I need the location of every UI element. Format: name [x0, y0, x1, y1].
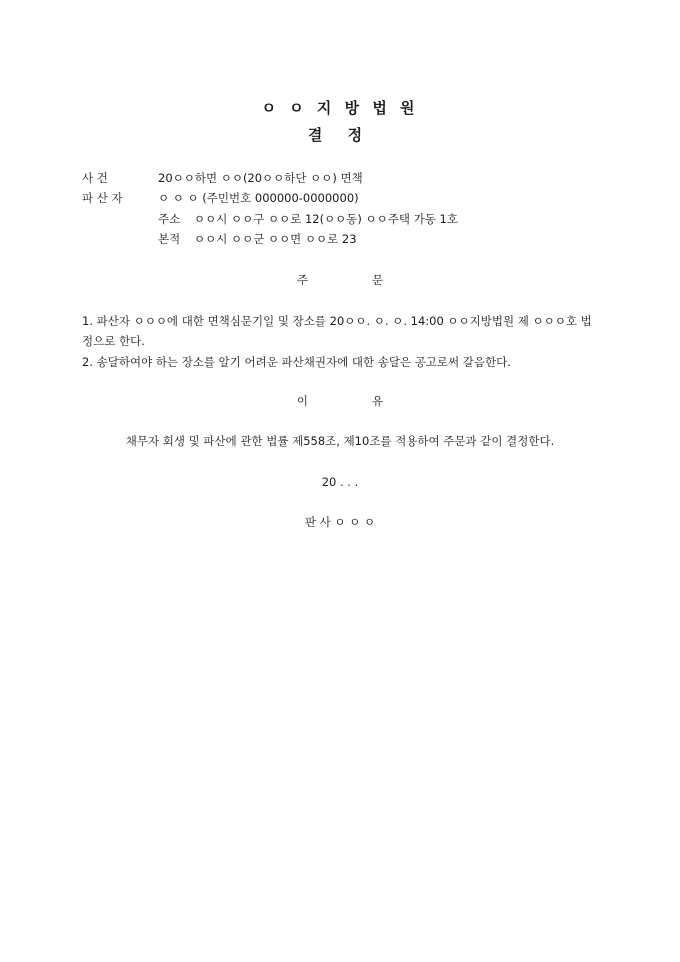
order-item-2: 2. 송달하여야 하는 장소를 알기 어려운 파산채권자에 대한 송달은 공고로써 갈음한다. — [82, 355, 511, 369]
reason-text: 채무자 회생 및 파산에 관한 법률 제558조, 제10조를 적용하여 주문과 같이 결정한다. — [125, 434, 555, 448]
reason-heading-right: 유 — [372, 394, 384, 408]
judge-signature: 판 사 ㅇ ㅇ ㅇ — [304, 515, 376, 529]
document-title: 결 정 — [307, 126, 373, 144]
domicile-value: ㅇㅇ시 ㅇㅇ군 ㅇㅇ면 ㅇㅇ로 23 — [194, 232, 357, 246]
decision-date: 20 . . . — [321, 475, 359, 489]
order-heading-right: 문 — [372, 273, 384, 287]
case-value: 20ㅇㅇ하면 ㅇㅇ(20ㅇㅇ하단 ㅇㅇ) 면책 — [158, 171, 363, 185]
order-heading-left: 주 — [296, 273, 308, 287]
court-name: ㅇ ㅇ 지 방 법 원 — [261, 99, 419, 117]
domicile-label: 본적 — [158, 232, 181, 246]
bankrupt-label: 파 산 자 — [82, 191, 123, 205]
reason-heading-left: 이 — [296, 394, 308, 408]
order-item-1: 1. 파산자 ㅇㅇㅇ에 대한 면책심문기일 및 장소를 20ㅇㅇ. ㅇ. ㅇ. 14:00 ㅇㅇ지방법원 제 ㅇㅇㅇ호 법정으로 한다. — [82, 314, 592, 348]
address-value: ㅇㅇ시 ㅇㅇ구 ㅇㅇ로 12(ㅇㅇ동) ㅇㅇ주택 가동 1호 — [194, 212, 458, 226]
address-label: 주소 — [158, 212, 181, 226]
reason-heading — [0, 393, 680, 409]
bankrupt-value: ㅇ ㅇ ㅇ (주민번호 000000-0000000) — [158, 191, 359, 205]
order-heading — [0, 272, 680, 288]
case-label: 사 건 — [82, 171, 108, 185]
